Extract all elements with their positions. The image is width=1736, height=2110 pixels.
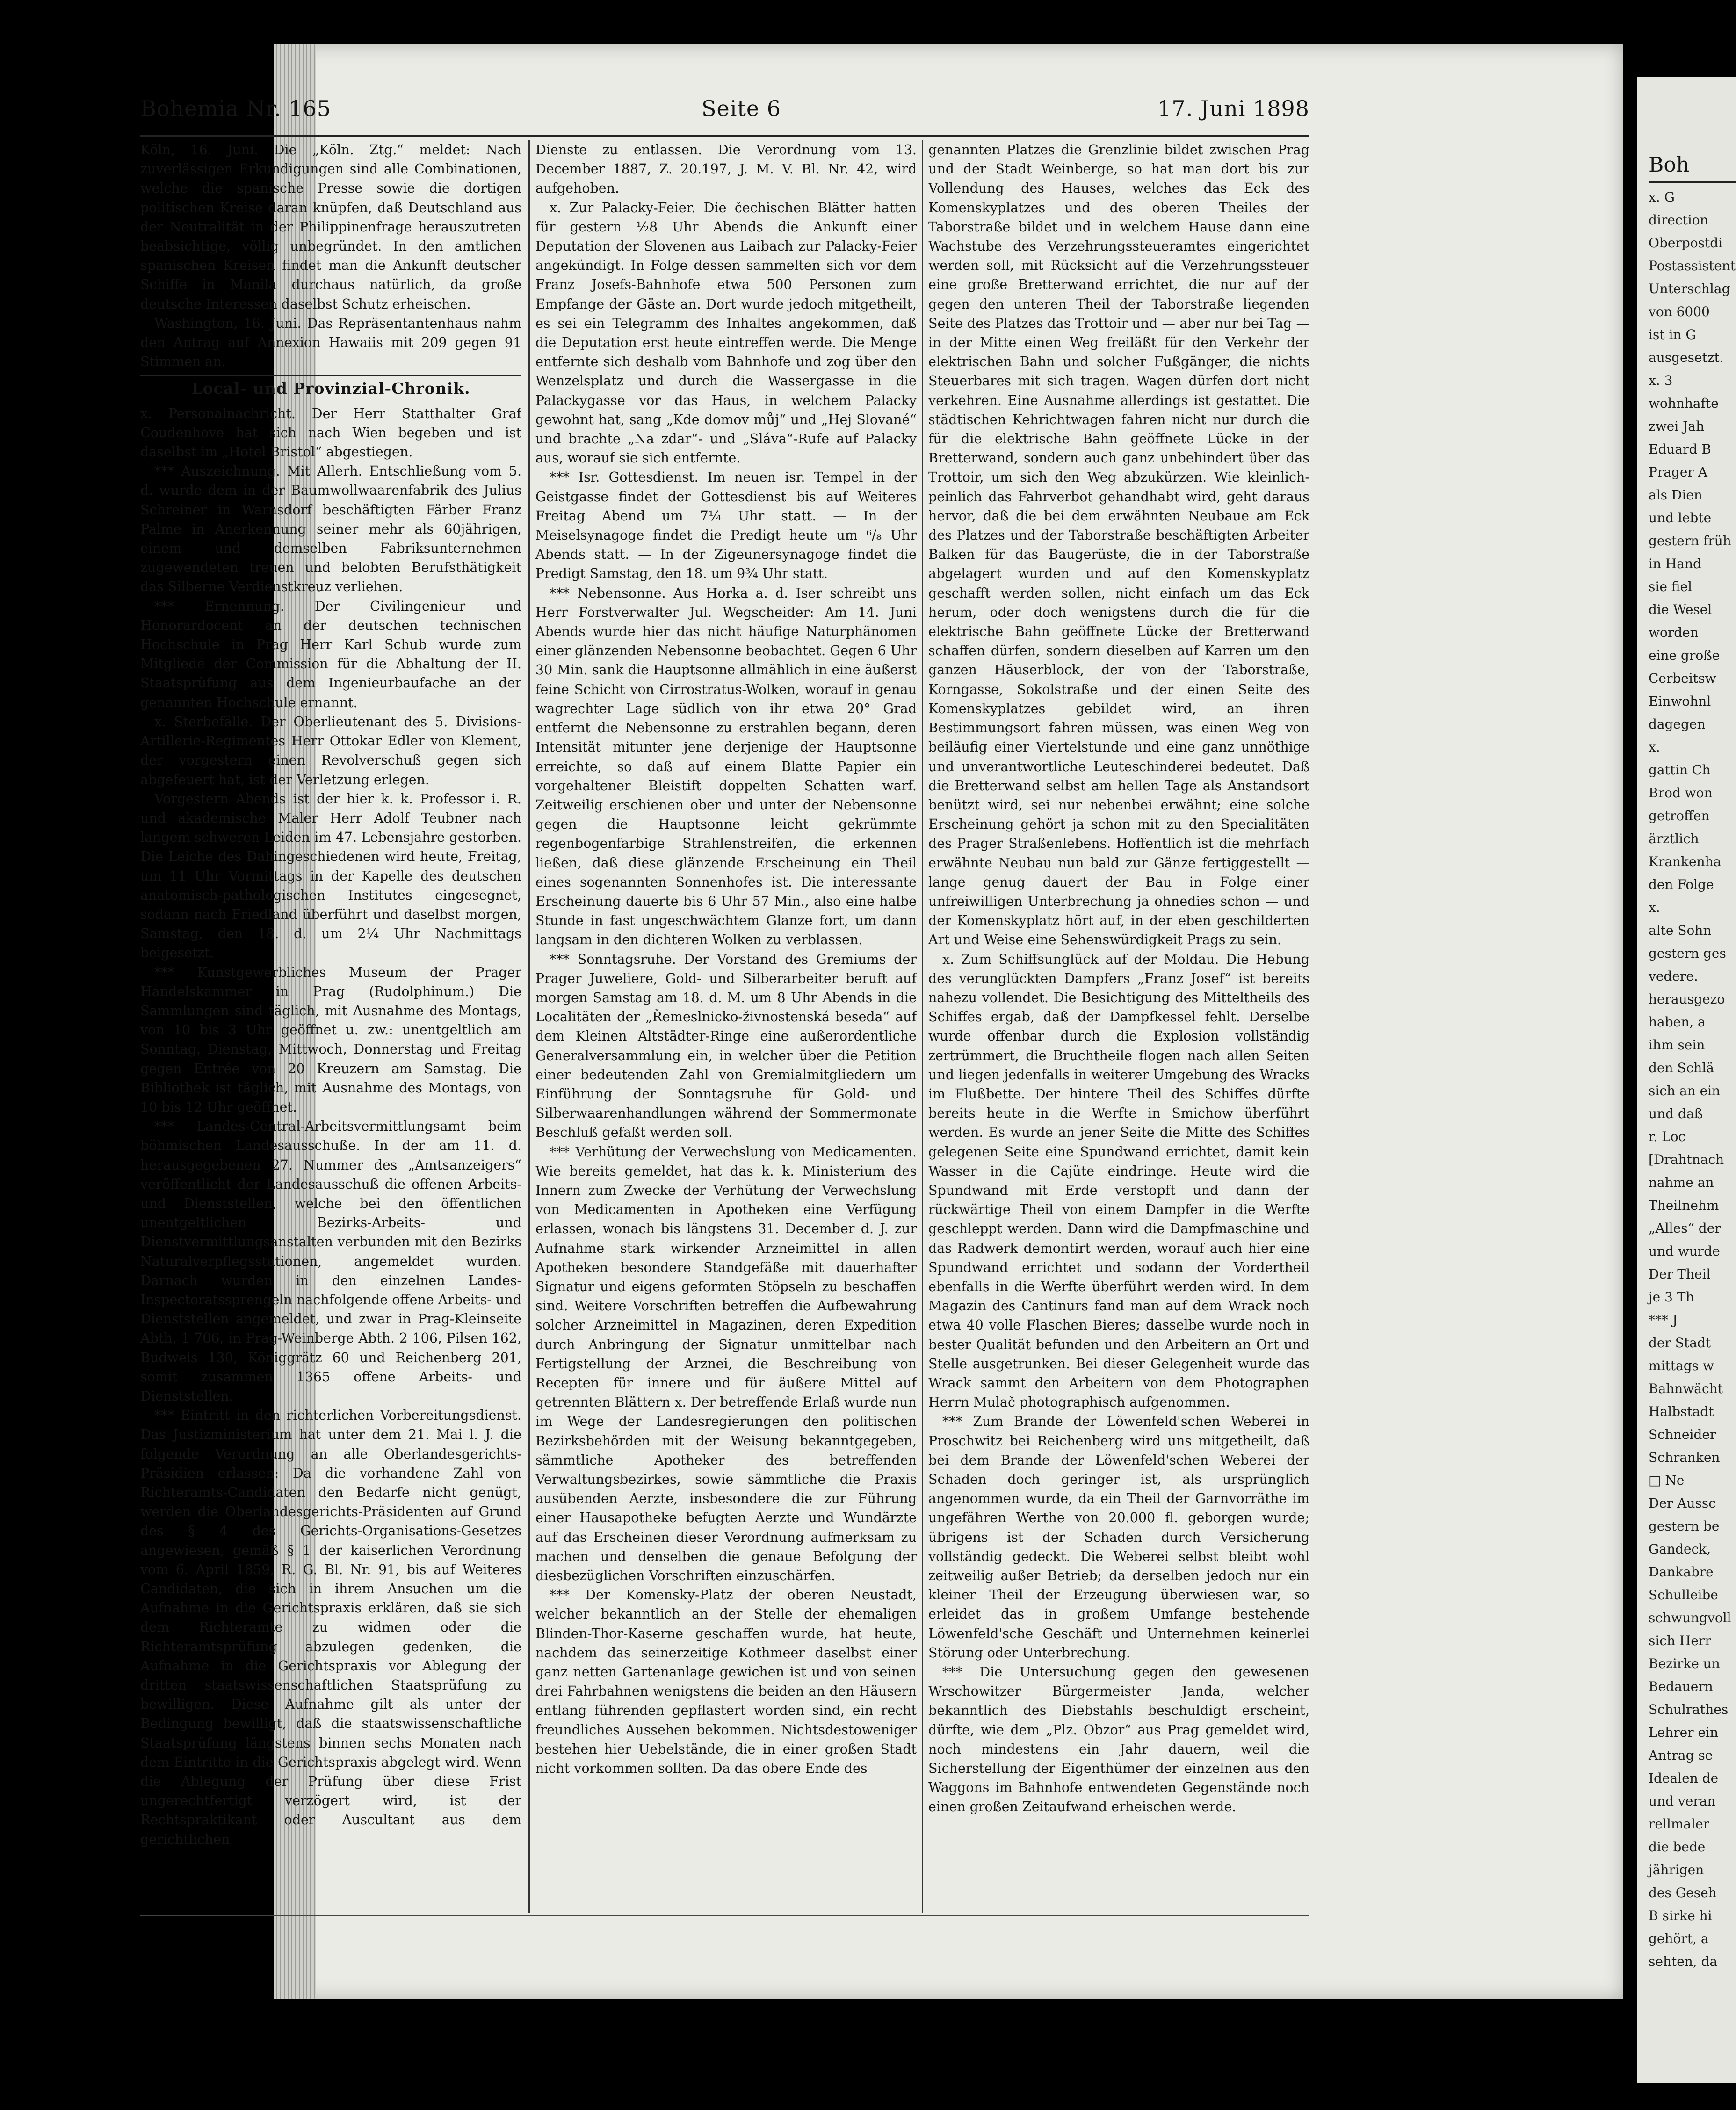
adjacent-page-line: Schneider (1649, 1427, 1716, 1442)
adjacent-page-line: ärztlich (1649, 831, 1699, 846)
adjacent-page-line: Der Aussc (1649, 1496, 1716, 1511)
adjacent-page-line: sehten, da (1649, 1954, 1718, 1969)
adjacent-page-line: Postassistent (1649, 258, 1736, 274)
adjacent-page-line: □ Ne (1649, 1473, 1685, 1488)
adjacent-page-line: sie fiel (1649, 579, 1692, 594)
adjacent-page-line: gestern ges (1649, 946, 1726, 961)
adjacent-page-line: direction (1649, 212, 1708, 228)
adjacent-page-line: zwei Jah (1649, 419, 1705, 434)
article-sterbefaelle: x. Sterbefälle. Der Oberlieutenant des 5. Divisions-Artillerie-Regimentes Herr Ottokar Edler von Klement, der vorgestern einen Revolverschuß gegen sich abgefeuert hat, ist der Verletzung erlegen. (140, 714, 521, 788)
article-komensky-platz: *** Der Komensky-Platz der oberen Neustadt, welcher bekanntlich an der Stelle der ehemaligen Blinden-Thor-Kaserne geschaffen wurde, hat heute, nachdem das seinerzeitige Kothmeer daselbst einer ganz netten Gartenanlage gewichen ist und von seinen drei Fahrbahnen wenigstens die beiden an den Häusern entlang führenden gepflastert worden sind, ein recht freundliches Aussehen bekommen. Nichtsdestoweniger bestehen hier Uebelstände, die in einer großen Stadt nicht vorkommen sollten. Da das obere Ende des (535, 1587, 917, 1777)
adjacent-page-line: ist in G (1649, 327, 1696, 342)
adjacent-page-line: Unterschlag (1649, 281, 1730, 296)
article-continuation: Dienste zu entlassen. Die Verordnung vom 13. December 1887, Z. 20.197, J. M. V. Bl. Nr. 42, wird aufgehoben. (535, 142, 917, 196)
adjacent-page-line: jährigen (1649, 1862, 1704, 1878)
article-sonntagsruhe: *** Sonntagsruhe. Der Vorstand des Gremiums der Prager Juweliere, Gold- und Silberarbeiter beruft auf morgen Samstag am 18. d. M. um 8 Uhr Abends in die Localitäten der „Řemeslnicko-živnostenská beseda“ auf dem Kleinen Altstädter-Ringe eine außerordentliche Generalversammlung ein, in welcher über die Petition einer bedeutenden Zahl von Gremialmitgliedern um Einführung der Sonntagsruhe für Gold- und Silberwaarenhandlungen während der Sommermonate Beschluß gefaßt werden soll. (535, 951, 917, 1141)
adjacent-page-line: Halbstadt (1649, 1404, 1714, 1419)
adjacent-page-line: ihm sein (1649, 1037, 1705, 1053)
adjacent-page-line: sich Herr (1649, 1633, 1711, 1648)
adjacent-page-line: Antrag se (1649, 1748, 1713, 1763)
article-auszeichnung: *** Auszeichnung. Mit Allerh. Entschließung vom 5. d. wurde dem in der Baumwollwaarenfabrik des Julius Schreiner in Warnsdorf beschäftigten Färber Franz Palme in Anerkennung seiner mehr als 60jährigen, einem und demselben Fabriksunternehmen zugewendeten treuen und belobten Berufsthätigkeit das Silberne Verdienstkreuz verliehen. (140, 463, 521, 595)
adjacent-page-line: schwungvoll (1649, 1610, 1731, 1626)
article-ernennung: *** Ernennung. Der Civilingenieur und Honorardocent an der deutschen technischen Hochschule in Prag Herr Karl Schub wurde zum Mitgliede der Commission für die Abhaltung der II. Staatsprüfung aus dem Ingenieurbaufache an der genannten Hochschule ernannt. (140, 598, 521, 710)
page-number: Seite 6 (702, 96, 781, 121)
adjacent-page-line: haben, a (1649, 1014, 1706, 1030)
article-komensky-continuation: genannten Platzes die Grenzlinie bildet zwischen Prag und der Stadt Weinberge, so hat man dort bis zur Vollendung des Hauses, welches das Eck des Komenskyplatzes und des oberen Theiles der Taborstraße bildet und in welchem Hause dann eine Wachstube des Verzehrungssteueramtes eingerichtet werden soll, mit Rücksicht auf die Verzehrungssteuer eine große Bretterwand errichtet, die nur auf der gegen den unteren Theil der Taborstraße liegenden Seite des Platzes das Trottoir und — aber nur bei Tag — in der Mitte einen Weg freiläßt für den Verkehr der elektrischen Bahn und solcher Fußgänger, die nichts Steuerbares mit sich tragen. Wagen dürfen dort nicht verkehren. Eine Ausnahme allerdings ist gestattet. Die städtischen Kehrichtwagen fahren nicht nur durch die für die elektrische Bahn geöffnete Lücke in der Bretterwand, sondern auch ganz unbehindert über das Trottoir, um sich den Weg abzukürzen. Wie kleinlich-peinlich das Fahrverbot gehandhabt wird, geht daraus hervor, daß die bei dem erwähnten Neubaue am Eck des Platzes und der Taborstraße beschäftigten Arbeiter Balken für das Baugerüste, die in der Taborstraße abgelagert wurden und auf den Komenskyplatz geschafft werden sollen, nicht einfach um das Eck herum, oder doch wenigstens durch die für die elektrische Bahn geöffnete Lücke der Bretterwand schaffen dürfen, sondern dieselben auf Karren um den ganzen Häuserblock, der von der Taborstraße, Korngasse, Sokolstraße und der einen Seite des Komenskyplatzes gebildet wird, an ihren Bestimmungsort fahren müssen, was einen Weg von beiläufig einer Viertelstunde und eine ganz unnöthige und unverantwortliche Leuteschinderei bedeutet. Daß die Bretterwand selbst am hellen Tage als Anstandsort benützt wird, sei nur nebenbei erwähnt; eine solche Erscheinung gehört ja schon mit zu den Specialitäten des Prager Straßenlebens. Hoffentlich ist die mehrfach erwähnte Neubau nun bald zur Gänze fertiggestellt — lange genug dauert der Bau in Folge einer unfreiwilligen Unterbrechung ja ohnedies schon — und der Komenskyplatz hört auf, in der eben geschilderten Art und Weise eine Sehenswürdigkeit Prags zu sein. (928, 142, 1309, 948)
adjacent-page-line: *** J (1649, 1312, 1678, 1328)
adjacent-page-line: rellmaler (1649, 1816, 1710, 1832)
article-schiffsunglueck: x. Zum Schiffsunglück auf der Moldau. Die Hebung des verunglückten Dampfers „Franz Josef“ ist bereits nahezu vollendet. Die Besichtigung des Mitteltheils des Schiffes ergab, daß der Dampfkessel fehlt. Derselbe wurde offenbar durch die Explosion vollständig zertrümmert, die Bruchtheile flogen nach allen Seiten und liegen jedenfalls in weiterer Umgebung des Wracks im Flußbette. Der hintere Theil des Schiffes dürfte bereits heute in die Werfte in Smichow überführt werden. Es wurde an jener Seite die Mitte des Schiffes gelegenen Seite eine Spundwand errichtet, damit kein Wasser in die Cajüte eindringe. Heute wird die Spundwand mit Erde verstopft und dann der rückwärtige Theil von einem Dampfer in die Werfte geschleppt werden. Dann wird die Dampfmaschine und das Radwerk demontirt werden, worauf auch hier eine Spundwand errichtet und sodann der Vordertheil ebenfalls in die Werfte überführt werden wird. In dem Magazin des Cantinurs fand man auf dem Wrack noch etwa 40 volle Flaschen Bieres; dasselbe wurde noch in bester Qualität befunden und den Arbeitern an Ort und Stelle ausgetrunken. Bei dieser Gelegenheit wurde das Wrack sammt den Arbeitern von dem Photographen Herrn Mulač photographisch aufgenommen. (928, 951, 1309, 1410)
adjacent-page-line: Schranken (1649, 1450, 1720, 1465)
adjacent-page-line: x. (1649, 900, 1660, 915)
adjacent-page-line: in Hand (1649, 556, 1701, 571)
adjacent-page-line: [Drahtnach (1649, 1152, 1724, 1167)
adjacent-page-line: sich an ein (1649, 1083, 1721, 1098)
adjacent-page-line: gestern früh (1649, 533, 1731, 549)
adjacent-page-header: Boh (1649, 153, 1690, 177)
adjacent-page-line: den Schlä (1649, 1060, 1714, 1076)
adjacent-page-line: x. (1649, 739, 1660, 755)
adjacent-page-line: mittags w (1649, 1358, 1714, 1373)
adjacent-page-rule (1649, 181, 1736, 183)
adjacent-page-line: Der Theil (1649, 1266, 1711, 1282)
adjacent-page-line: Dankabre (1649, 1564, 1714, 1580)
bottom-rule (140, 1915, 1309, 1916)
adjacent-page-line: des Geseh (1649, 1885, 1717, 1900)
adjacent-page-fragment (1637, 77, 1736, 2083)
adjacent-page-line: eine große (1649, 648, 1720, 663)
adjacent-page-line: r. Loc (1649, 1129, 1686, 1144)
article-untersuchung-janda: *** Die Untersuchung gegen den gewesenen Wrschowitzer Bürgermeister Janda, welcher bekanntlich des Diebstahls beschuldigt erscheint, dürfte, wie dem „Plz. Obzor“ aus Prag gemeldet wird, noch mindestens ein Jahr dauern, weil die Sicherstellung der Eigenthümer der einzelnen aus den Waggons im Bahnhofe entwendeten Gegenstände noch einen großen Zeitaufwand erheischen werde. (928, 1664, 1309, 1815)
adjacent-page-line: „Alles“ der (1649, 1221, 1721, 1236)
article-palacky-feier: x. Zur Palacky-Feier. Die čechischen Blätter hatten für gestern ½8 Uhr Abends die Ankunft einer Deputation der Slovenen aus Laibach zur Palacky-Feier angekündigt. In Folge dessen sammelten sich vor dem Franz Josefs-Bahnhofe etwa 500 Personen zum Empfange der Gäste an. Dort wurde jedoch mitgetheilt, es sei ein Telegramm des Inhaltes angekommen, daß die Deputation erst heute eintreffen werde. Die Menge entfernte sich deshalb vom Bahnhofe und zog über den Wenzelsplatz und durch die Wassergasse in die Palackygasse vor das Haus, in welchem Palacky gewohnt hat, sang „Kde domov můj“ und „Hej Slované“ und brachte „Na zdar“- und „Sláva“-Rufe auf Palacky aus, worauf sie sich entfernte. (535, 200, 917, 466)
adjacent-page-line: Oberpostdi (1649, 235, 1723, 251)
article-arbeitsvermittlung: *** Landes-Central-Arbeitsvermittlungsamt beim böhmischen Landesausschuße. In der am 11. d. herausgegebenen 27. Nummer des „Amtsanzeigers“ veröffentlicht der Landesausschuß die offenen Arbeits- und Dienststellen, welche bei den öffentlichen unentgeltlichen Bezirks-Arbeits- und Dienstvermittlungsanstalten verbunden mit den Bezirks Naturalverpflegsstationen, angemeldet wurden. Darnach wurden in den einzelnen Landes-Inspectoratssprengeln nachfolgende offene Arbeits- und Dienststellen angemeldet, und zwar in Prag-Kleinseite Abth. 1 706, in Prag-Weinberge Abth. 2 106, Pilsen 162, Budweis 130, Königgrätz 60 und Reichenberg 201, somit zusammen 1365 offene Arbeits- und Dienststellen. (140, 1119, 521, 1404)
article-washington: Washington, 16. Juni. Das Repräsentantenhaus nahm den Antrag auf Annexion Hawaiis mit 209 gegen 91 Stimmen an. (140, 315, 521, 370)
article-medicamente: *** Verhütung der Verwechslung von Medicamenten. Wie bereits gemeldet, hat das k. k. Ministerium des Innern zum Zwecke der Verhütung der Verwechslung von Medicamenten in Apotheken eine Verfügung erlassen, wonach bis längstens 31. December d. J. zur Aufnahme stark wirkender Arzneimittel in allen Apotheken besondere Standgefäße mit dauerhafter Signatur und eigens geformten Stöpseln zu beschaffen sind. Weitere Vorschriften betreffen die Aufbewahrung solcher Arzneimittel in Magazinen, deren Expedition durch Anbringung der Signatur unmittelbar nach Fertigstellung der Arznei, die Beschreibung von Recepten für innere und für äußere Mittel auf getrennten Blättern x. Der betreffende Erlaß wurde nun im Wege der Landesregierungen den politischen Bezirksbehörden mit der Weisung bekanntgegeben, sämmtliche Apotheker des betreffenden Verwaltungsbezirkes, sowie sämmtliche die Praxis ausübenden Aerzte, insbesondere die zur Führung einer Hausapotheke befugten Aerzte und Wundärzte auf das Erscheinen dieser Verordnung aufmerksam zu machen und denselben die genaue Befolgung der diesbezüglichen Vorschriften einzuschärfen. (535, 1144, 917, 1584)
adjacent-page-line: x. G (1649, 189, 1675, 205)
column-3 (928, 140, 1309, 1910)
column-1 (140, 140, 521, 1910)
adjacent-page-line: und veran (1649, 1793, 1716, 1809)
article-museum: *** Kunstgewerbliches Museum der Prager Handelskammer in Prag (Rudolphinum.) Die Sammlungen sind täglich, mit Ausnahme des Montags, von 10 bis 3 Uhr geöffnet u. zw.: unentgeltlich am Sonntag, Dienstag, Mittwoch, Donnerstag und Freitag gegen Entrée von 20 Kreuzern am Samstag. Die Bibliothek ist täglich, mit Ausnahme des Montags, von 10 bis 12 Uhr geöffnet. (140, 964, 521, 1115)
adjacent-page-line: den Folge (1649, 877, 1714, 892)
article-nebensonne: *** Nebensonne. Aus Horka a. d. Iser schreibt uns Herr Forstverwalter Jul. Wegscheider: Am 14. Juni Abends wurde hier das nicht häufige Naturphänomen einer glänzenden Nebensonne beobachtet. Gegen 6 Uhr 30 Min. sank die Hauptsonne allmählich in eine äußerst feine Schicht von Cirrostratus-Wolken, worauf in genau wagrechter Lage südlich von ihr etwa 20° Grad entfernt die Nebensonne zu erstrahlen begann, deren Intensität mitunter jene derjenige der Hauptsonne erreichte, so daß auf einem Blatte Papier ein vorgehaltener Bleistift doppelten Schatten warf. Zeitweilig erschienen ober und unter der Nebensonne gegen die Hauptsonne leicht gekrümmte regenbogenfarbige Strahlenstreifen, die erkennen ließen, daß diese glänzende Erscheinung ein Theil eines sogenannten Sonnenhofes ist. Die interessante Erscheinung dauerte bis 6 Uhr 57 Min., also eine halbe Stunde in fast ungeschwächtem Glanze fort, um dann langsam in den dichteren Wolken zu verblassen. (535, 585, 917, 948)
adjacent-page-line: Cerbeitsw (1649, 671, 1716, 686)
adjacent-page-line: der Stadt (1649, 1335, 1711, 1351)
adjacent-page-line: Brod won (1649, 785, 1713, 801)
adjacent-page-line: gestern be (1649, 1518, 1720, 1534)
adjacent-page-line: getroffen (1649, 808, 1710, 824)
column-divider (922, 140, 923, 1913)
adjacent-page-line: Theilnehm (1649, 1198, 1719, 1213)
adjacent-page-line: Lehrer ein (1649, 1725, 1718, 1740)
adjacent-page-line: nahme an (1649, 1175, 1714, 1190)
adjacent-page-line: Schulrathes (1649, 1702, 1729, 1717)
adjacent-page-line: Prager A (1649, 464, 1707, 480)
adjacent-page-line: Einwohnl (1649, 694, 1711, 709)
adjacent-page-line: alte Sohn (1649, 923, 1712, 938)
adjacent-page-line: B sirke hi (1649, 1908, 1712, 1923)
article-teubner: Vorgestern Abends ist der hier k. k. Professor i. R. und akademische Maler Herr Adolf Teubner nach langem schweren Leiden im 47. Lebensjahre gestorben. Die Leiche des Dahingeschiedenen wird heute, Freitag, um 11 Uhr Vormittags in der Kapelle des deutschen anatomisch-pathologischen Institutes eingesegnet, sodann nach Friedland überführt und daselbst morgen, Samstag, den 18. d. um 2¼ Uhr Nachmittags beigesetzt. (140, 791, 521, 961)
header-rule (140, 135, 1309, 137)
article-gottesdienst: *** Isr. Gottesdienst. Im neuen isr. Tempel in der Geistgasse findet der Gottesdienst bis auf Weiteres Freitag Abend um 7¼ Uhr statt. — In der Meiselsynagoge findet die Predigt heute um ⁶/₈ Uhr Abends statt. — In der Zigeunersynagoge findet die Predigt Samstag, den 18. um 9¾ Uhr statt. (535, 470, 917, 582)
adjacent-page-line: Bezirke un (1649, 1656, 1720, 1671)
adjacent-page-line: als Dien (1649, 487, 1702, 503)
adjacent-page-line: Schulleibe (1649, 1587, 1718, 1603)
adjacent-page-line: Krankenha (1649, 854, 1722, 869)
article-koeln: Köln, 16. Juni. Die „Köln. Ztg.“ meldet: Nach zuverlässigen Erkundigungen sind alle Combinationen, welche die spanische Presse sowie die dortigen politischen Kreise daran knüpfen, daß Deutschland aus der Neutralität in der Philippinenfrage herauszutreten beabsichtige, völlig unbegründet. In den amtlichen spanischen Kreisen findet man die Ankunft deutscher Schiffe in Manila durchaus natürlich, da große deutsche Interessen daselbst Schutz erheischen. (140, 142, 521, 312)
adjacent-page-line: wohnhafte (1649, 396, 1719, 411)
article-personalnachricht: x. Personalnachricht. Der Herr Statthalter Graf Coudenhove hat sich nach Wien begeben und ist daselbst im „Hotel Bristol“ abgestiegen. (140, 405, 521, 460)
adjacent-page-line: je 3 Th (1649, 1289, 1694, 1305)
column-2 (535, 140, 917, 1910)
adjacent-page-line: herausgezo (1649, 991, 1725, 1007)
adjacent-page-line: worden (1649, 625, 1699, 640)
adjacent-page-line: die bede (1649, 1839, 1706, 1855)
adjacent-page-line: von 6000 (1649, 304, 1710, 319)
column-divider (528, 140, 530, 1913)
article-vorbereitungsdienst: *** Eintritt in den richterlichen Vorbereitungsdienst. Das Justizministerium hat unter dem 21. Mai l. J. die folgende Verordnung an alle Oberlandesgerichts-Präsidien erlassen: Da die vorhandene Zahl von Richteramts-Candidaten den Bedarfe nicht genügt, werden die Oberlandesgerichts-Präsidenten auf Grund des § 4 des Gerichts-Organisations-Gesetzes angewiesen, gemäß § 1 der kaiserlichen Verordnung vom 6. April 1859, R. G. Bl. Nr. 91, bis auf Weiteres Candidaten, die sich in ihrem Ansuchen um die Aufnahme in die Gerichtspraxis erklären, daß sie sich dem Richteramte zu widmen oder die Richteramtsprüfung abzulegen gedenken, die Aufnahme in die Gerichtspraxis vor Ablegung der dritten staatswissenschaftlichen Staatsprüfung zu bewilligen. Diese Aufnahme gilt als unter der Bedingung bewilligt, daß die staatswissenschaftliche Staatsprüfung längstens binnen sechs Monaten nach dem Eintritte in die Gerichtspraxis abgelegt wird. Wenn die Ablegung der Prüfung über diese Frist ungerechtfertigt verzögert wird, ist der Rechtspraktikant oder Auscultant aus dem gerichtlichen (140, 1408, 521, 1847)
adjacent-page-line: Gandeck, (1649, 1541, 1711, 1557)
adjacent-page-line: x. 3 (1649, 373, 1673, 388)
adjacent-page-line: dagegen (1649, 716, 1706, 732)
adjacent-page-line: Bedauern (1649, 1679, 1713, 1694)
adjacent-page-line: Idealen de (1649, 1770, 1719, 1786)
adjacent-page-line: gattin Ch (1649, 762, 1711, 778)
section-heading: Local- und Provinzial-Chronik. (140, 375, 521, 401)
adjacent-page-line: gehört, a (1649, 1931, 1709, 1946)
adjacent-page-line: und lebte (1649, 510, 1712, 526)
adjacent-page-line: vedere. (1649, 968, 1698, 984)
masthead-issue: Bohemia Nr. 165 (140, 96, 331, 121)
adjacent-page-line: Eduard B (1649, 441, 1711, 457)
issue-date: 17. Juni 1898 (1157, 96, 1309, 121)
article-brand-weberei: *** Zum Brande der Löwenfeld'schen Weberei in Proschwitz bei Reichenberg wird uns mitgetheilt, daß bei dem Brande der Löwenfeld'schen Weberei der Schaden doch geringer ist, als ursprünglich angenommen wurde, da ein Theil der Garnvorräthe im ungefähren Werthe von 20.000 fl. geborgen wurde; übrigens ist der Schaden durch Versicherung vollständig gedeckt. Die Weberei selbst bleibt wohl zeitweilig außer Betrieb; da derselben jedoch nur ein kleiner Theil der Erzeugung überwiesen war, so erleidet das in großem Umfange bestehende Löwenfeld'sche Geschäft und Unternehmen keinerlei Störung oder Unterbrechung. (928, 1414, 1309, 1661)
adjacent-page-line: ausgesetzt. (1649, 350, 1724, 365)
adjacent-page-line: und daß (1649, 1106, 1703, 1121)
adjacent-page-line: und wurde (1649, 1243, 1720, 1259)
page-header (140, 96, 1309, 133)
adjacent-page-line: die Wesel (1649, 602, 1712, 617)
adjacent-page-line: Bahnwächt (1649, 1381, 1723, 1396)
